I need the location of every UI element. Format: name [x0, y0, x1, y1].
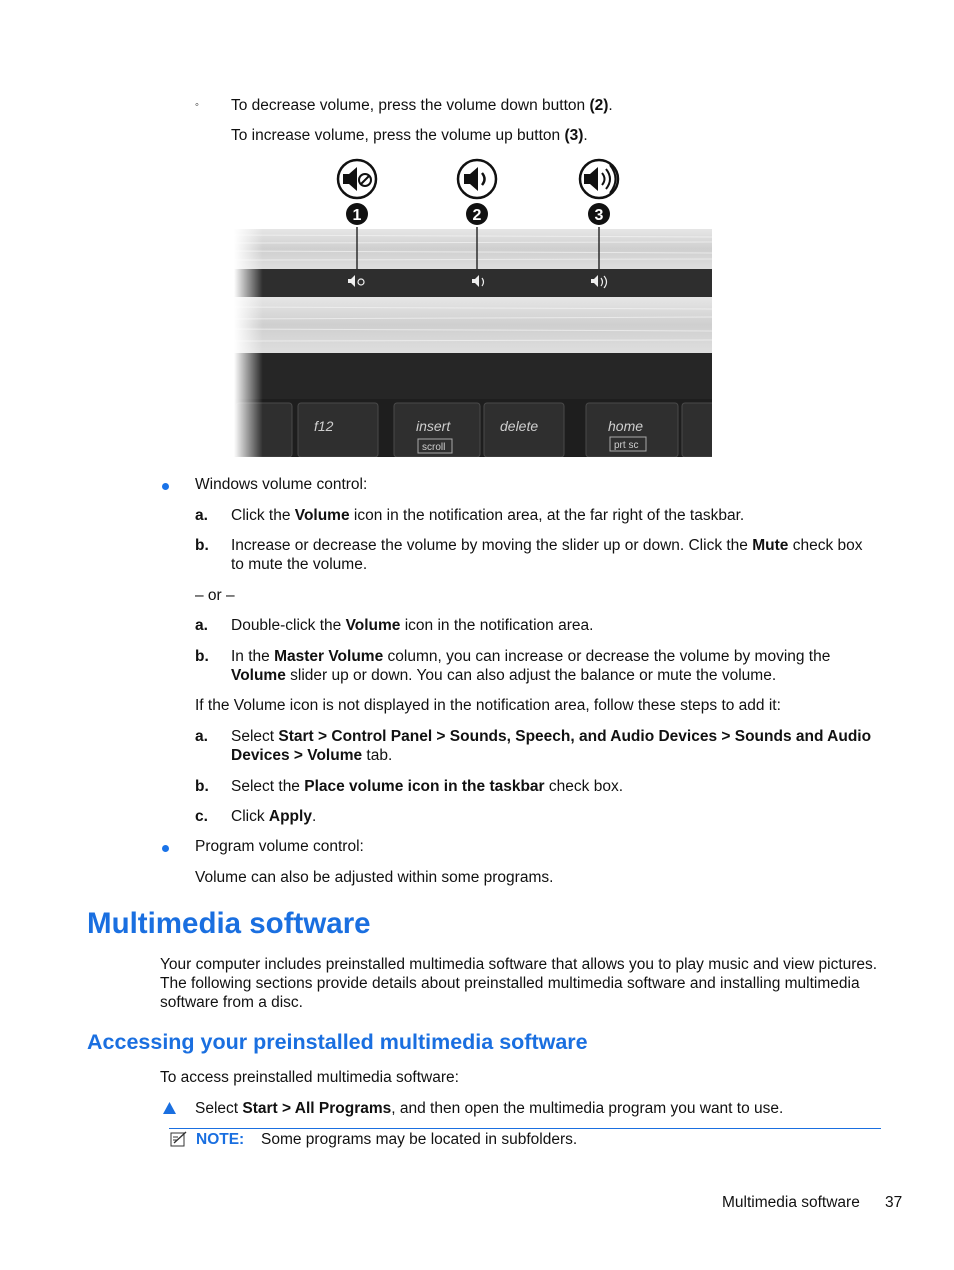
- triangle-bullet-icon: [163, 1102, 176, 1114]
- windows-control-heading: Windows volume control:: [195, 476, 368, 493]
- key-home-label: home: [608, 418, 644, 434]
- note-divider: [169, 1128, 881, 1129]
- step-text-continued: Devices > Volume tab.: [231, 747, 393, 764]
- increase-volume-line: To increase volume, press the volume up button (3).: [231, 127, 588, 144]
- mute-speaker-icon: [338, 160, 376, 198]
- callout-3: [588, 203, 610, 225]
- or-separator: – or –: [195, 587, 235, 604]
- key-insert-label: insert: [416, 418, 451, 434]
- program-control-heading: Program volume control:: [195, 838, 364, 855]
- volume-up-speaker-icon: [580, 160, 618, 198]
- step-label: b.: [195, 648, 209, 665]
- accessing-intro: To access preinstalled multimedia software:: [160, 1069, 459, 1086]
- subsection-title: Accessing your preinstalled multimedia software: [87, 1030, 588, 1054]
- program-control-body: Volume can also be adjusted within some programs.: [195, 869, 554, 886]
- key-prtsc-sub: prt sc: [614, 440, 639, 451]
- step-text: Click the Volume icon in the notification area, at the far right of the taskbar.: [231, 507, 745, 524]
- key-delete-label: delete: [500, 418, 539, 434]
- key-f12-label: f12: [314, 418, 334, 434]
- if-not-displayed-text: If the Volume icon is not displayed in the notification area, follow these steps to add it:: [195, 697, 781, 714]
- step-label: a.: [195, 617, 208, 634]
- step-text: In the Master Volume column, you can increase or decrease the volume by moving the: [231, 648, 831, 665]
- svg-text:1: 1: [352, 207, 362, 224]
- step-label: c.: [195, 808, 208, 825]
- step-text: Increase or decrease the volume by moving the slider up or down. Click the Mute check box: [231, 537, 863, 554]
- key-scroll-sub: scroll: [422, 442, 446, 453]
- keyboard-volume-illustration: [234, 157, 712, 457]
- svg-text:3: 3: [594, 207, 604, 224]
- step-text: Select Start > Control Panel > Sounds, Speech, and Audio Devices > Sounds and Audio: [231, 728, 872, 745]
- step-text: Double-click the Volume icon in the notification area.: [231, 617, 594, 634]
- note-text: Some programs may be located in subfolders.: [261, 1131, 578, 1148]
- footer-section-name: Multimedia software: [722, 1194, 860, 1211]
- accessing-step: Select Start > All Programs, and then open the multimedia program you want to use.: [195, 1100, 784, 1117]
- step-text-continued: to mute the volume.: [231, 556, 368, 573]
- callout-2: [466, 203, 488, 225]
- multimedia-paragraph: Your computer includes preinstalled multimedia software that allows you to play music and view pictures. The following sections provide details about preinstalled multimedia software and installing multimedia software from a disc.: [160, 956, 878, 1011]
- bullet-dot: [162, 483, 169, 490]
- step-label: b.: [195, 778, 209, 795]
- bullet-dot: [162, 845, 169, 852]
- step-text-continued: Volume slider up or down. You can also adjust the balance or mute the volume.: [231, 667, 777, 684]
- note-icon: [170, 1131, 188, 1147]
- volume-down-speaker-icon: [458, 160, 496, 198]
- step-label: a.: [195, 507, 208, 524]
- step-label: b.: [195, 537, 209, 554]
- callout-1: [346, 203, 368, 225]
- svg-text:2: 2: [472, 207, 482, 224]
- hollow-bullet: ◦: [195, 99, 199, 111]
- note: [196, 1130, 578, 1149]
- step-text: Select the Place volume icon in the taskbar check box.: [231, 778, 623, 795]
- section-title: Multimedia software: [87, 907, 371, 940]
- decrease-volume-line: To decrease volume, press the volume down button (2).: [231, 97, 613, 114]
- page-number: 37: [885, 1194, 903, 1211]
- step-text: Click Apply.: [231, 808, 317, 825]
- step-label: a.: [195, 728, 208, 745]
- note-label: NOTE:: [196, 1131, 245, 1148]
